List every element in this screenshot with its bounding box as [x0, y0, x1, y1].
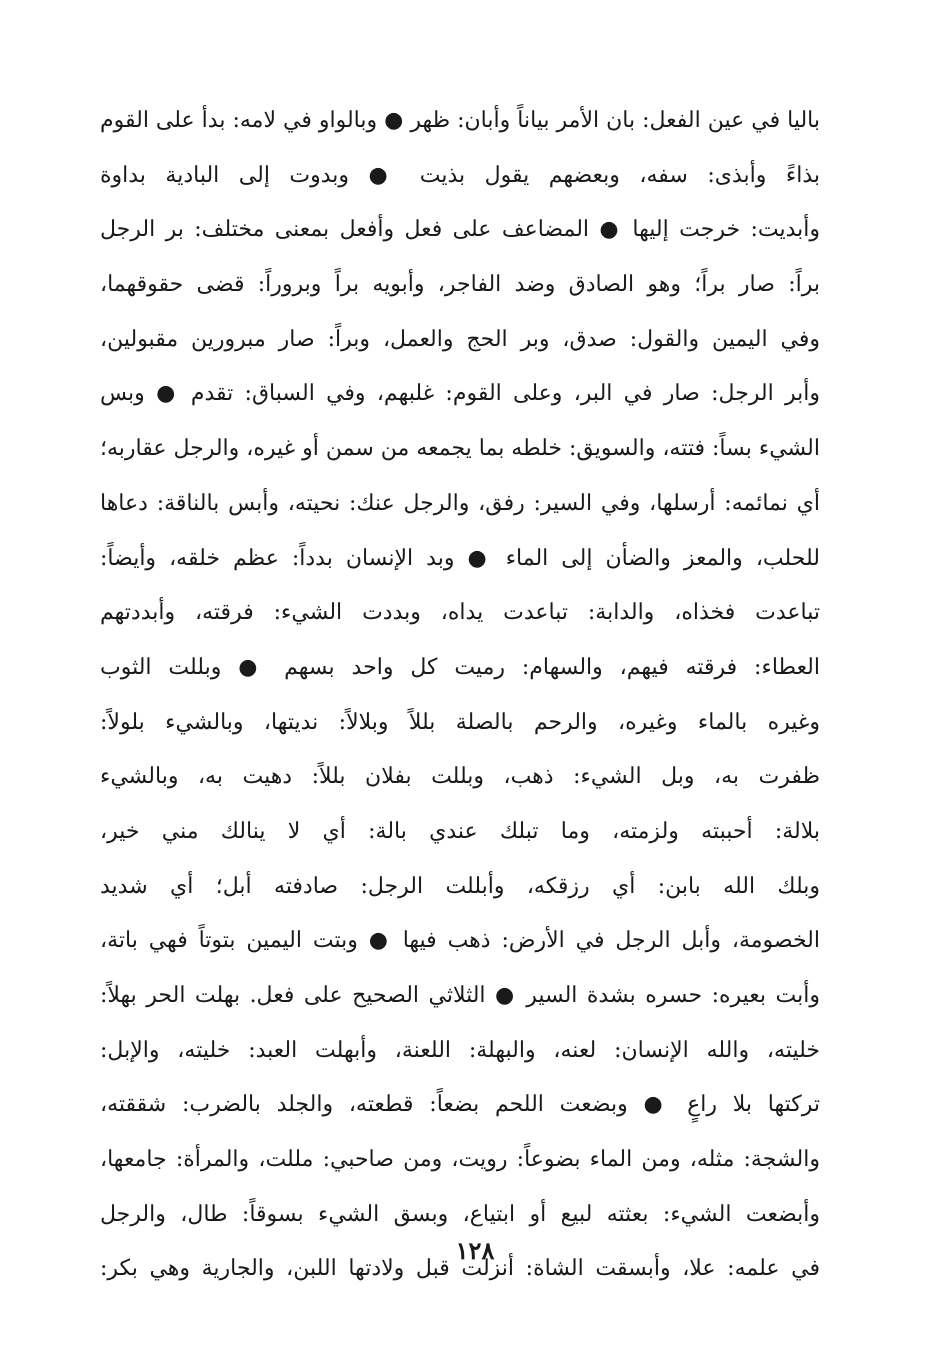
text-line: وبلك الله بابن: أي رزقكه، وأبللت الرجل: صادفته أبل؛ أي شديد [100, 873, 820, 899]
text-line: وأبضعت الشيء: بعثته لبيع أو ابتياع، وبسق الشيء بسوقاً: طال، والرجل [100, 1201, 820, 1227]
text-line: في علمه: علا، وأبسقت الشاة: أنزلت قبل ولادتها اللبن، والجارية وهي بكر: [100, 1256, 820, 1282]
text-line: والشجة: مثله، ومن الماء بضوعاً: رويت، ومن صاحبي: مللت، والمرأة: جامعها، [100, 1147, 820, 1173]
text-line: ظفرت به، وبل الشيء: ذهب، وبللت بفلان بللاً: دهيت به، وبالشيء [100, 764, 820, 790]
text-line: للحلب، والمعز والضأن إلى الماء ● وبد الإنسان بدداً: عظم خلقه، وأيضاً: [100, 545, 820, 571]
text-line: بذاءً وأبذى: سفه، وبعضهم يقول بذيت ● وبدوت إلى البادية بداوة [100, 162, 820, 188]
text-line: براً: صار براً؛ وهو الصادق وضد الفاجر، وأبويه براً وبروراً: قضى حقوقهما، [100, 272, 820, 298]
text-line: وأبر الرجل: صار في البر، وعلى القوم: غلبهم، وفي السباق: تقدم ● وبس [100, 381, 820, 407]
text-line: وأبت بعيره: حسره بشدة السير ● الثلاثي الصحيح على فعل. بهلت الحر بهلاً: [100, 983, 820, 1008]
text-line: الشيء بساً: فتته، والسويق: خلطه بما يجمعه من سمن أو غيره، والرجل عقاربه؛ [100, 436, 820, 462]
text-line: وفي اليمين والقول: صدق، وبر الحج والعمل، وبراً: صار مبرورين مقبولين، [100, 326, 820, 352]
text-line: الخصومة، وأبل الرجل في الأرض: ذهب فيها ● وبتت اليمين بتوتاً فهي باتة، [100, 928, 820, 954]
text-line: أي نمائمه: أرسلها، وفي السير: رفق، والرجل عنك: نحيته، وأبس بالناقة: دعاها [100, 490, 820, 516]
text-line: وأبديت: خرجت إليها ● المضاعف على فعل وأفعل بمعنى مختلف: بر الرجل [100, 217, 820, 243]
text-line: وغيره بالماء وغيره، والرحم بالصلة بللاً وبلالاً: نديتها، وبالشيء بلولاً: [100, 709, 820, 735]
text-line: بلالة: أحببته ولزمته، وما تبلك عندي بالة: أي لا ينالك مني خير، [100, 818, 820, 844]
text-line: باليا في عين الفعل: بان الأمر بياناً وأبان: ظهر ● وبالواو في لامه: بدأ على القوم [100, 108, 820, 133]
body-text [100, 94, 820, 1297]
text-line: تركتها بلا راعٍ ● وبضعت اللحم بضعاً: قطعته، والجلد بالضرب: شققته، [100, 1092, 820, 1118]
page-number: ١٢٨ [455, 1236, 495, 1265]
text-line: خليته، والله الإنسان: لعنه، والبهلة: اللعنة، وأبهلت العبد: خليته، والإبل: [100, 1037, 820, 1063]
text-line: العطاء: فرقته فيهم، والسهام: رميت كل واحد بسهم ● وبللت الثوب [100, 654, 820, 680]
text-line: تباعدت فخذاه، والدابة: تباعدت يداه، وبددت الشيء: فرقته، وأبددتهم [100, 600, 820, 626]
